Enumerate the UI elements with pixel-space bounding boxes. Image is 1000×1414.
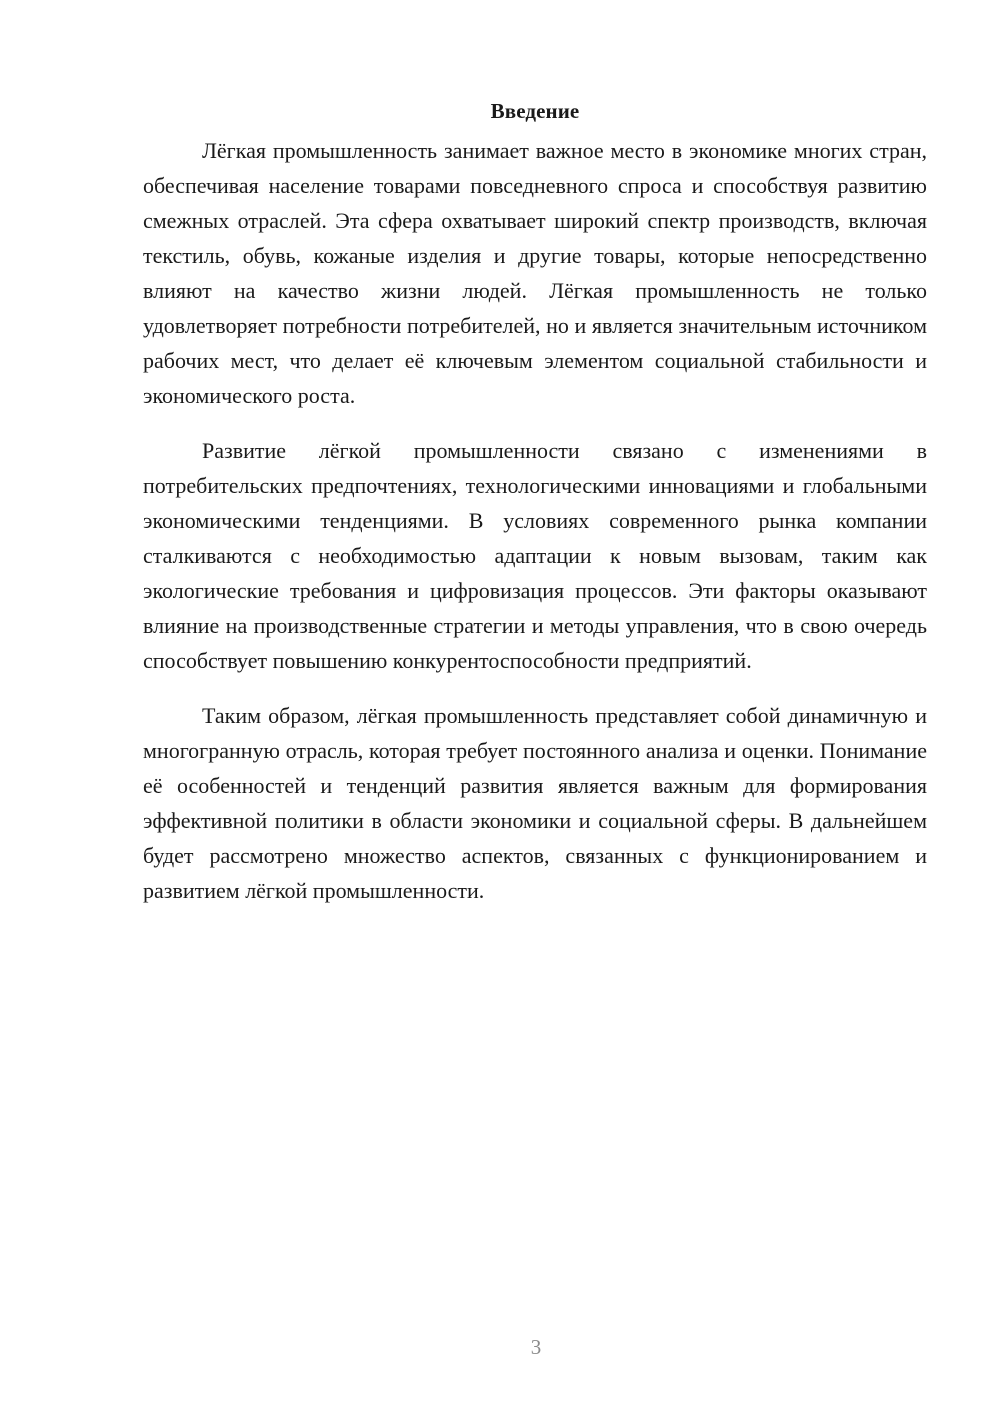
section-title: Введение	[490, 99, 580, 123]
paragraph-2: Развитие лёгкой промышленности связано с изменениями в потребительских предпочтениях, технологическими инновациями и глобальными экономическими тенденциями. В условиях современного рынка компании сталкиваются с необходимостью адаптации к новым вызовам, таким как экологические требования и цифровизация процессов. Эти факторы оказывают влияние на производственные стратегии и методы управления, что в свою очередь способствует повышению конкурентоспособности предприятий.	[143, 438, 927, 673]
page-number: 3	[530, 1335, 542, 1359]
paragraph-3: Таким образом, лёгкая промышленность представляет собой динамичную и многогранную отрасль, которая требует постоянного анализа и оценки. Понимание её особенностей и тенденций развития является важным для формирования эффективной политики в области экономики и социальной сферы. В дальнейшем будет рассмотрено множество аспектов, связанных с функционированием и развитием лёгкой промышленности.	[143, 703, 927, 903]
page-content	[143, 96, 927, 908]
paragraph-1: Лёгкая промышленность занимает важное место в экономике многих стран, обеспечивая население товарами повседневного спроса и способствуя развитию смежных отраслей. Эта сфера охватывает широкий спектр производств, включая текстиль, обувь, кожаные изделия и другие товары, которые непосредственно влияют на качество жизни людей. Лёгкая промышленность не только удовлетворяет потребности потребителей, но и является значительным источником рабочих мест, что делает её ключевым элементом социальной стабильности и экономического роста.	[143, 138, 927, 408]
